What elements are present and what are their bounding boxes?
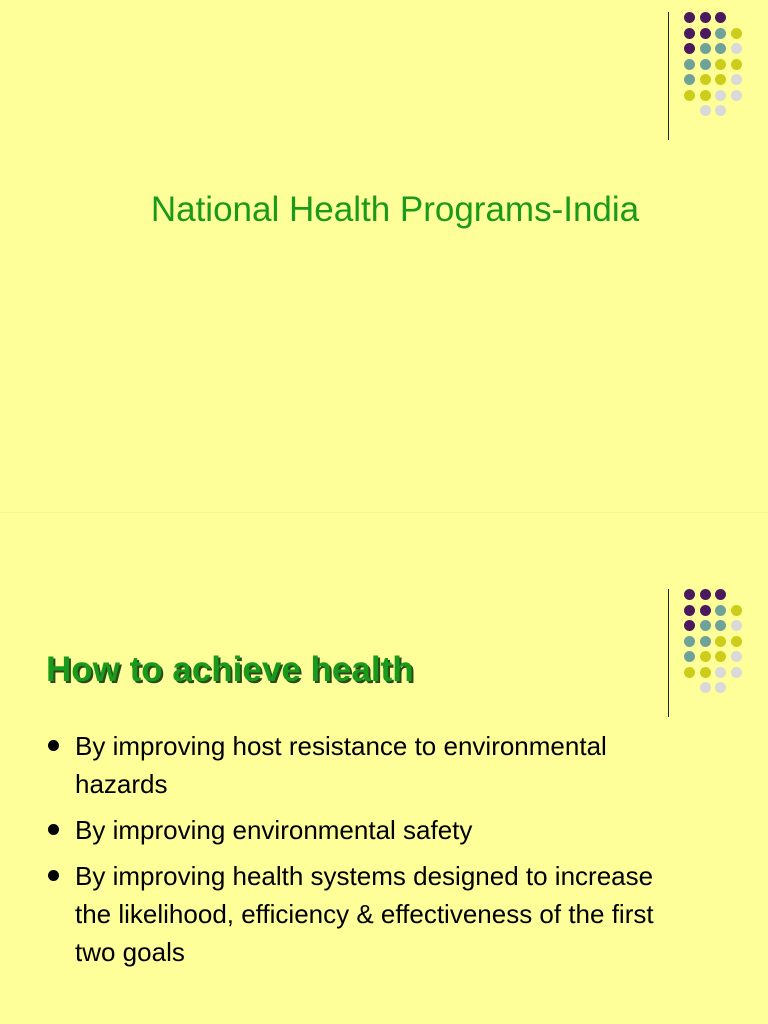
dot-icon bbox=[715, 667, 726, 678]
dot-icon bbox=[700, 43, 711, 54]
bullet-text: By improving health systems designed to increase the likelihood, efficiency & effectiveness of the first two goals bbox=[75, 861, 654, 967]
dot-icon bbox=[700, 28, 711, 39]
dot-icon bbox=[715, 28, 726, 39]
dot-icon bbox=[715, 636, 726, 647]
bullet-icon bbox=[48, 740, 59, 751]
dot-icon bbox=[684, 28, 695, 39]
dot-icon bbox=[715, 43, 726, 54]
bullet-text: By improving host resistance to environmental hazards bbox=[75, 731, 607, 799]
bullet-item bbox=[46, 727, 686, 803]
dot-icon bbox=[684, 605, 695, 616]
bullet-list bbox=[46, 727, 686, 979]
dot-icon bbox=[731, 620, 742, 631]
dot-grid-decoration bbox=[684, 589, 768, 699]
dot-icon bbox=[731, 74, 742, 85]
dot-icon bbox=[700, 682, 711, 693]
dot-icon bbox=[731, 651, 742, 662]
dot-icon bbox=[684, 90, 695, 101]
dot-icon bbox=[700, 651, 711, 662]
dot-icon bbox=[700, 74, 711, 85]
dot-icon bbox=[731, 605, 742, 616]
dot-icon bbox=[684, 620, 695, 631]
dot-grid-decoration bbox=[684, 12, 768, 122]
dot-icon bbox=[731, 28, 742, 39]
divider-line bbox=[668, 589, 669, 717]
dot-icon bbox=[684, 651, 695, 662]
dot-icon bbox=[684, 12, 695, 23]
slide-2 bbox=[0, 512, 768, 1024]
dot-icon bbox=[731, 59, 742, 70]
dot-icon bbox=[700, 620, 711, 631]
dot-icon bbox=[700, 589, 711, 600]
dot-icon bbox=[715, 620, 726, 631]
dot-icon bbox=[715, 90, 726, 101]
dot-icon bbox=[731, 90, 742, 101]
dot-icon bbox=[684, 43, 695, 54]
dot-icon bbox=[700, 105, 711, 116]
dot-icon bbox=[684, 74, 695, 85]
dot-icon bbox=[684, 589, 695, 600]
dot-icon bbox=[715, 651, 726, 662]
dot-icon bbox=[700, 605, 711, 616]
dot-icon bbox=[684, 636, 695, 647]
dot-icon bbox=[700, 90, 711, 101]
bullet-icon bbox=[48, 824, 59, 835]
dot-icon bbox=[700, 59, 711, 70]
bullet-icon bbox=[48, 870, 59, 881]
dot-icon bbox=[731, 636, 742, 647]
dot-icon bbox=[700, 12, 711, 23]
slide-title: How to achieve health bbox=[46, 650, 414, 689]
dot-icon bbox=[731, 667, 742, 678]
slide-title: National Health Programs-India bbox=[150, 190, 640, 229]
dot-icon bbox=[715, 589, 726, 600]
bullet-item bbox=[46, 811, 686, 849]
dot-icon bbox=[715, 12, 726, 23]
bullet-text: By improving environmental safety bbox=[75, 815, 473, 845]
dot-icon bbox=[715, 74, 726, 85]
dot-icon bbox=[715, 105, 726, 116]
dot-icon bbox=[715, 682, 726, 693]
dot-icon bbox=[715, 605, 726, 616]
bullet-item bbox=[46, 857, 686, 971]
divider-line bbox=[668, 12, 669, 140]
dot-icon bbox=[700, 667, 711, 678]
dot-icon bbox=[684, 667, 695, 678]
dot-icon bbox=[731, 43, 742, 54]
dot-icon bbox=[700, 636, 711, 647]
dot-icon bbox=[684, 59, 695, 70]
dot-icon bbox=[715, 59, 726, 70]
